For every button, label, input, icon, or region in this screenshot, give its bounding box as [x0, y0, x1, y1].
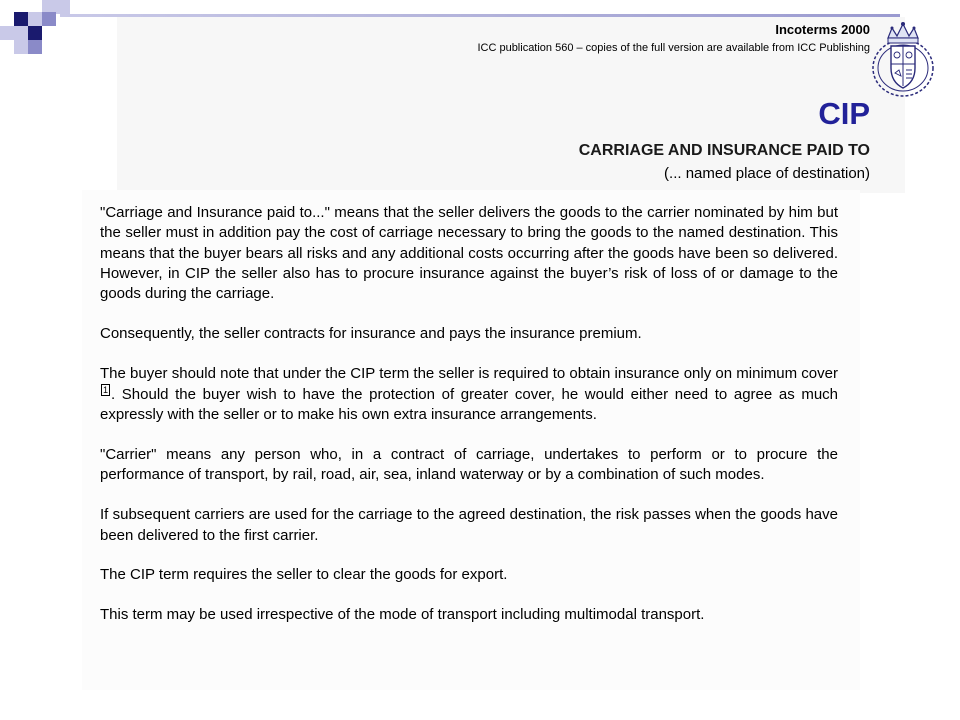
paragraph-export-clearance: The CIP term requires the seller to clear the goods for export. — [100, 566, 508, 584]
paragraph-subsequent-carriers: If subsequent carriers are used for the carriage to the agreed destination, the risk passes when the goods have been delivered to the first carrier. — [100, 506, 838, 544]
paragraph-insurance-premium: Consequently, the seller contracts for insurance and pays the insurance premium. — [100, 324, 642, 342]
footnote-reference[interactable]: 1 — [103, 385, 109, 396]
paragraph-transport-mode: This term may be used irrespective of the mode of transport including multimodal transport. — [100, 606, 705, 624]
decor-square — [42, 12, 56, 26]
body-text — [100, 203, 838, 645]
paragraph-text: . Should the buyer wish to have the protection of greater cover, he would either need to agree as much expressly with the seller or to make his own extra insurance arrangements. — [100, 386, 838, 424]
term-full-name: CARRIAGE AND INSURANCE PAID TO — [578, 142, 870, 159]
paragraph-carrier-definition: "Carrier" means any person who, in a contract of carriage, undertakes to perform or to procure the performance of transport, by rail, road, air, sea, inland waterway or by a combination of such modes. — [100, 446, 838, 484]
decor-square — [28, 12, 42, 26]
paragraph-minimum-cover — [100, 364, 838, 426]
decor-square — [14, 26, 28, 40]
paragraph-text: The buyer should note that under the CIP term the seller is required to obtain insurance only on minimum cover — [100, 364, 838, 382]
decor-square — [0, 26, 14, 40]
header-publication: ICC publication 560 – copies of the full version are available from ICC Publishing — [477, 42, 870, 54]
decor-square — [28, 26, 42, 40]
term-place: (... named place of destination) — [664, 165, 870, 182]
crown-shield-emblem-icon — [866, 18, 940, 100]
paragraph-definition: "Carriage and Insurance paid to..." means that the seller delivers the goods to the carrier nominated by him but the seller must in addition pay the cost of carriage necessary to bring the goods to the named destination. This means that the buyer bears all risks and any additional costs occurring after the goods have been so delivered. However, in CIP the seller also has to procure insurance against the buyer’s risk of loss of or damage to the goods during the carriage. — [100, 204, 838, 303]
header-title: Incoterms 2000 — [775, 22, 870, 37]
decor-square — [28, 40, 42, 54]
decor-square — [14, 12, 28, 26]
term-code: CIP — [818, 96, 870, 131]
decor-square — [56, 0, 70, 14]
decor-square — [14, 40, 28, 54]
